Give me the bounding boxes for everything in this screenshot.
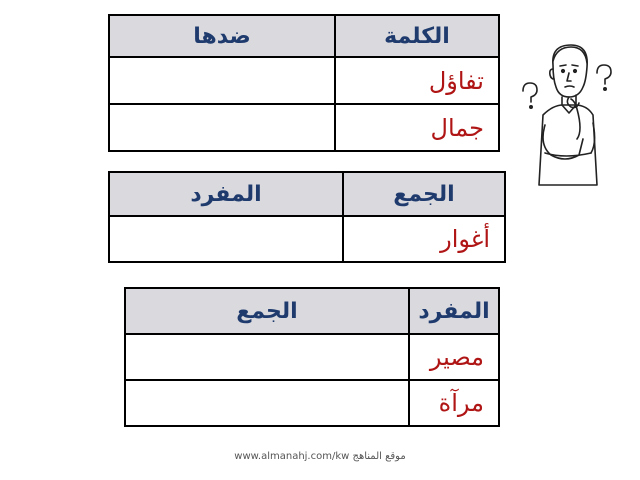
table-row — [109, 104, 499, 151]
header-singular: المفرد — [109, 172, 343, 216]
table-row — [125, 380, 499, 426]
word-cell: أغوار — [343, 216, 505, 262]
singular-to-plural-table — [124, 287, 500, 427]
answer-cell[interactable] — [109, 57, 335, 104]
opposites-table — [108, 14, 500, 152]
word-cell: مرآة — [409, 380, 499, 426]
answer-cell[interactable] — [125, 380, 409, 426]
table-header-row — [109, 172, 505, 216]
table-header-row — [125, 288, 499, 334]
word-cell: جمال — [335, 104, 499, 151]
header-plural: الجمع — [125, 288, 409, 334]
answer-cell[interactable] — [109, 216, 343, 262]
thinking-person-icon — [515, 35, 615, 195]
question-mark-right-icon — [597, 65, 611, 84]
word-cell: تفاؤل — [335, 57, 499, 104]
word-cell: مصير — [409, 334, 499, 380]
answer-cell[interactable] — [109, 104, 335, 151]
question-mark-left-icon — [523, 83, 537, 102]
header-singular: المفرد — [409, 288, 499, 334]
header-opposite: ضدها — [109, 15, 335, 57]
footer-site-text: www.almanahj.com/kw موقع المناهج — [234, 451, 406, 462]
table-header-row — [109, 15, 499, 57]
answer-cell[interactable] — [125, 334, 409, 380]
plural-to-singular-table — [108, 171, 506, 263]
header-plural: الجمع — [343, 172, 505, 216]
header-word: الكلمة — [335, 15, 499, 57]
table-row — [109, 216, 505, 262]
table-row — [125, 334, 499, 380]
table-row — [109, 57, 499, 104]
